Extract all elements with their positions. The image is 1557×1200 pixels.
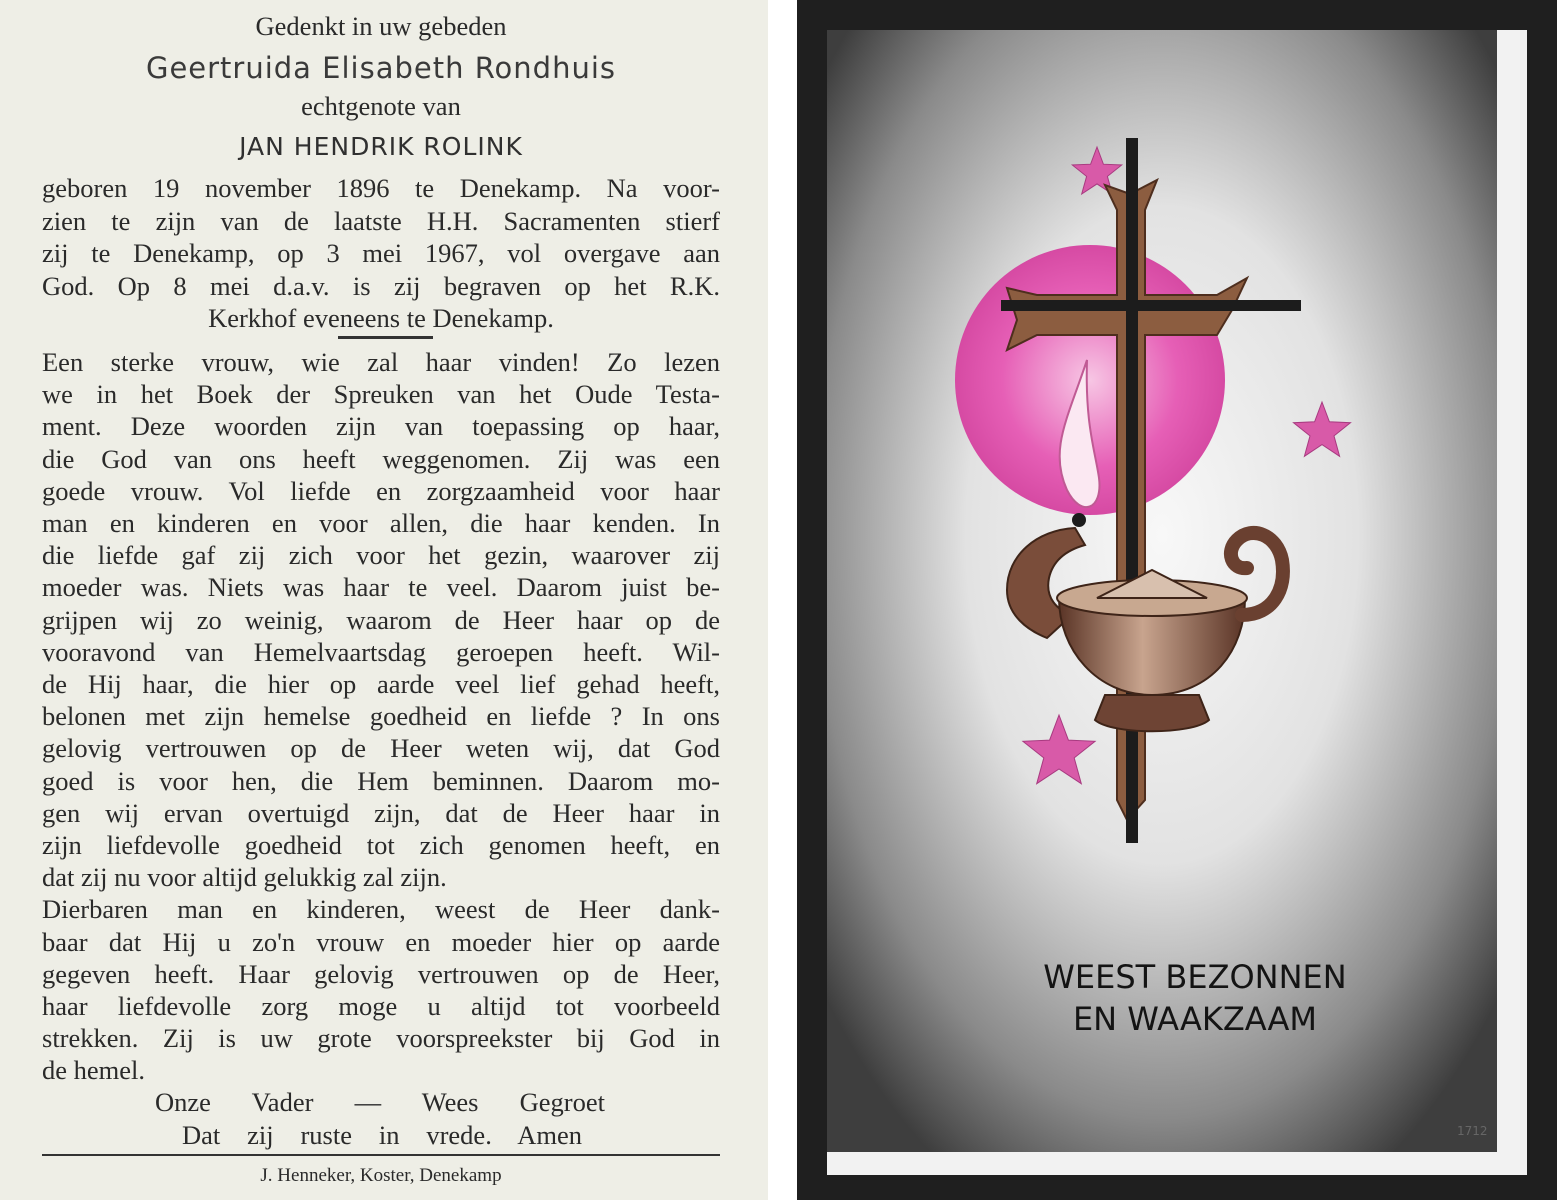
wick: [1072, 513, 1086, 527]
meditation-line: dat zij nu voor altijd gelukkig zal zijn.: [42, 862, 447, 893]
motto-line-1: WEEST BEZONNEN: [1043, 958, 1347, 996]
meditation-line: de Hij haar, die hier op aarde veel lief gehad heeft,: [42, 669, 720, 699]
motto-line-2: EN WAAKZAAM: [1072, 1000, 1318, 1038]
meditation-line: gelovig vertrouwen op de Heer weten wij, dat God: [42, 733, 720, 764]
closing-line: Dat zij ruste in vrede. Amen: [182, 1120, 582, 1150]
meditation-line: goede vrouw. Vol liefde en zorgzaamheid voor haar: [42, 475, 720, 506]
motto: [995, 956, 1395, 1040]
meditation-line: we in het Boek der Spreuken van het Oude Testa-: [42, 379, 720, 410]
meditation-line: die liefde gaf zij zich voor het gezin, waarover zij: [42, 540, 720, 571]
meditation-line: ment. Deze woorden zijn van toepassing op haar,: [42, 411, 720, 442]
meditation-line: die God van ons heeft weggenomen. Zij was een: [42, 443, 720, 474]
meditation-line: man en kinderen en voor allen, die haar kenden. In: [42, 508, 720, 538]
meditation-line: belonen met zijn hemelse goedheid en liefde ? In ons: [42, 701, 720, 732]
meditation-line: zijn liefdevolle goedheid tot zich genomen heeft, en: [42, 830, 720, 860]
divider: [338, 336, 433, 339]
text-card: [0, 0, 768, 1200]
print-mark: 1712: [1457, 1124, 1488, 1138]
meditation-line: haar liefdevolle zorg moge u altijd tot voorbeeld: [42, 991, 720, 1021]
picture-card: [797, 0, 1557, 1200]
biography-line: geboren 19 november 1896 te Denekamp. Na voor-: [42, 173, 720, 203]
biography-line: zij te Denekamp, op 3 mei 1967, vol overgave aan: [42, 238, 720, 268]
meditation-line: gen wij ervan overtuigd zijn, dat de Heer haar in: [42, 797, 720, 828]
publisher-credit: J. Henneker, Koster, Denekamp: [260, 1165, 502, 1186]
biography-line: God. Op 8 mei d.a.v. is zij begraven op het R.K.: [42, 270, 720, 301]
meditation-line: moeder was. Niets was haar te veel. Daarom juist be-: [42, 572, 720, 603]
biography-line: Kerkhof eveneens te Denekamp.: [208, 303, 554, 333]
footer-rule: [42, 1154, 720, 1156]
meditation-line: strekken. Zij is uw grote voorspreekster bij God in: [42, 1023, 720, 1054]
meditation-line: goed is voor hen, die Hem beminnen. Daarom mo-: [42, 765, 720, 796]
biography-line: zien te zijn van de laatste H.H. Sacramenten stierf: [42, 205, 720, 236]
meditation-line: grijpen wij zo weinig, waarom de Heer haar op de: [42, 604, 720, 635]
meditation-line: de hemel.: [42, 1055, 146, 1086]
picture-panel: [827, 30, 1527, 1175]
meditation-line: baar dat Hij u zo'n vrouw en moeder hier op aarde: [42, 926, 720, 957]
meditation-line: Dierbaren man en kinderen, weest de Heer dank-: [42, 894, 720, 925]
prayers: Onze Vader — Wees Gegroet: [155, 1087, 605, 1117]
relation-text: echtgenote van: [301, 91, 461, 121]
heading: Gedenkt in uw gebeden: [255, 11, 507, 41]
meditation-line: gegeven heeft. Haar gelovig vertrouwen op de Heer,: [42, 958, 720, 989]
deceased-name: Geertruida Elisabeth Rondhuis: [145, 51, 617, 85]
husband-name: JAN HENDRIK ROLINK: [239, 132, 523, 161]
meditation-line: vooravond van Hemelvaartsdag geroepen heeft. Wil-: [42, 636, 720, 667]
meditation-line: Een sterke vrouw, wie zal haar vinden! Zo lezen: [42, 347, 720, 377]
